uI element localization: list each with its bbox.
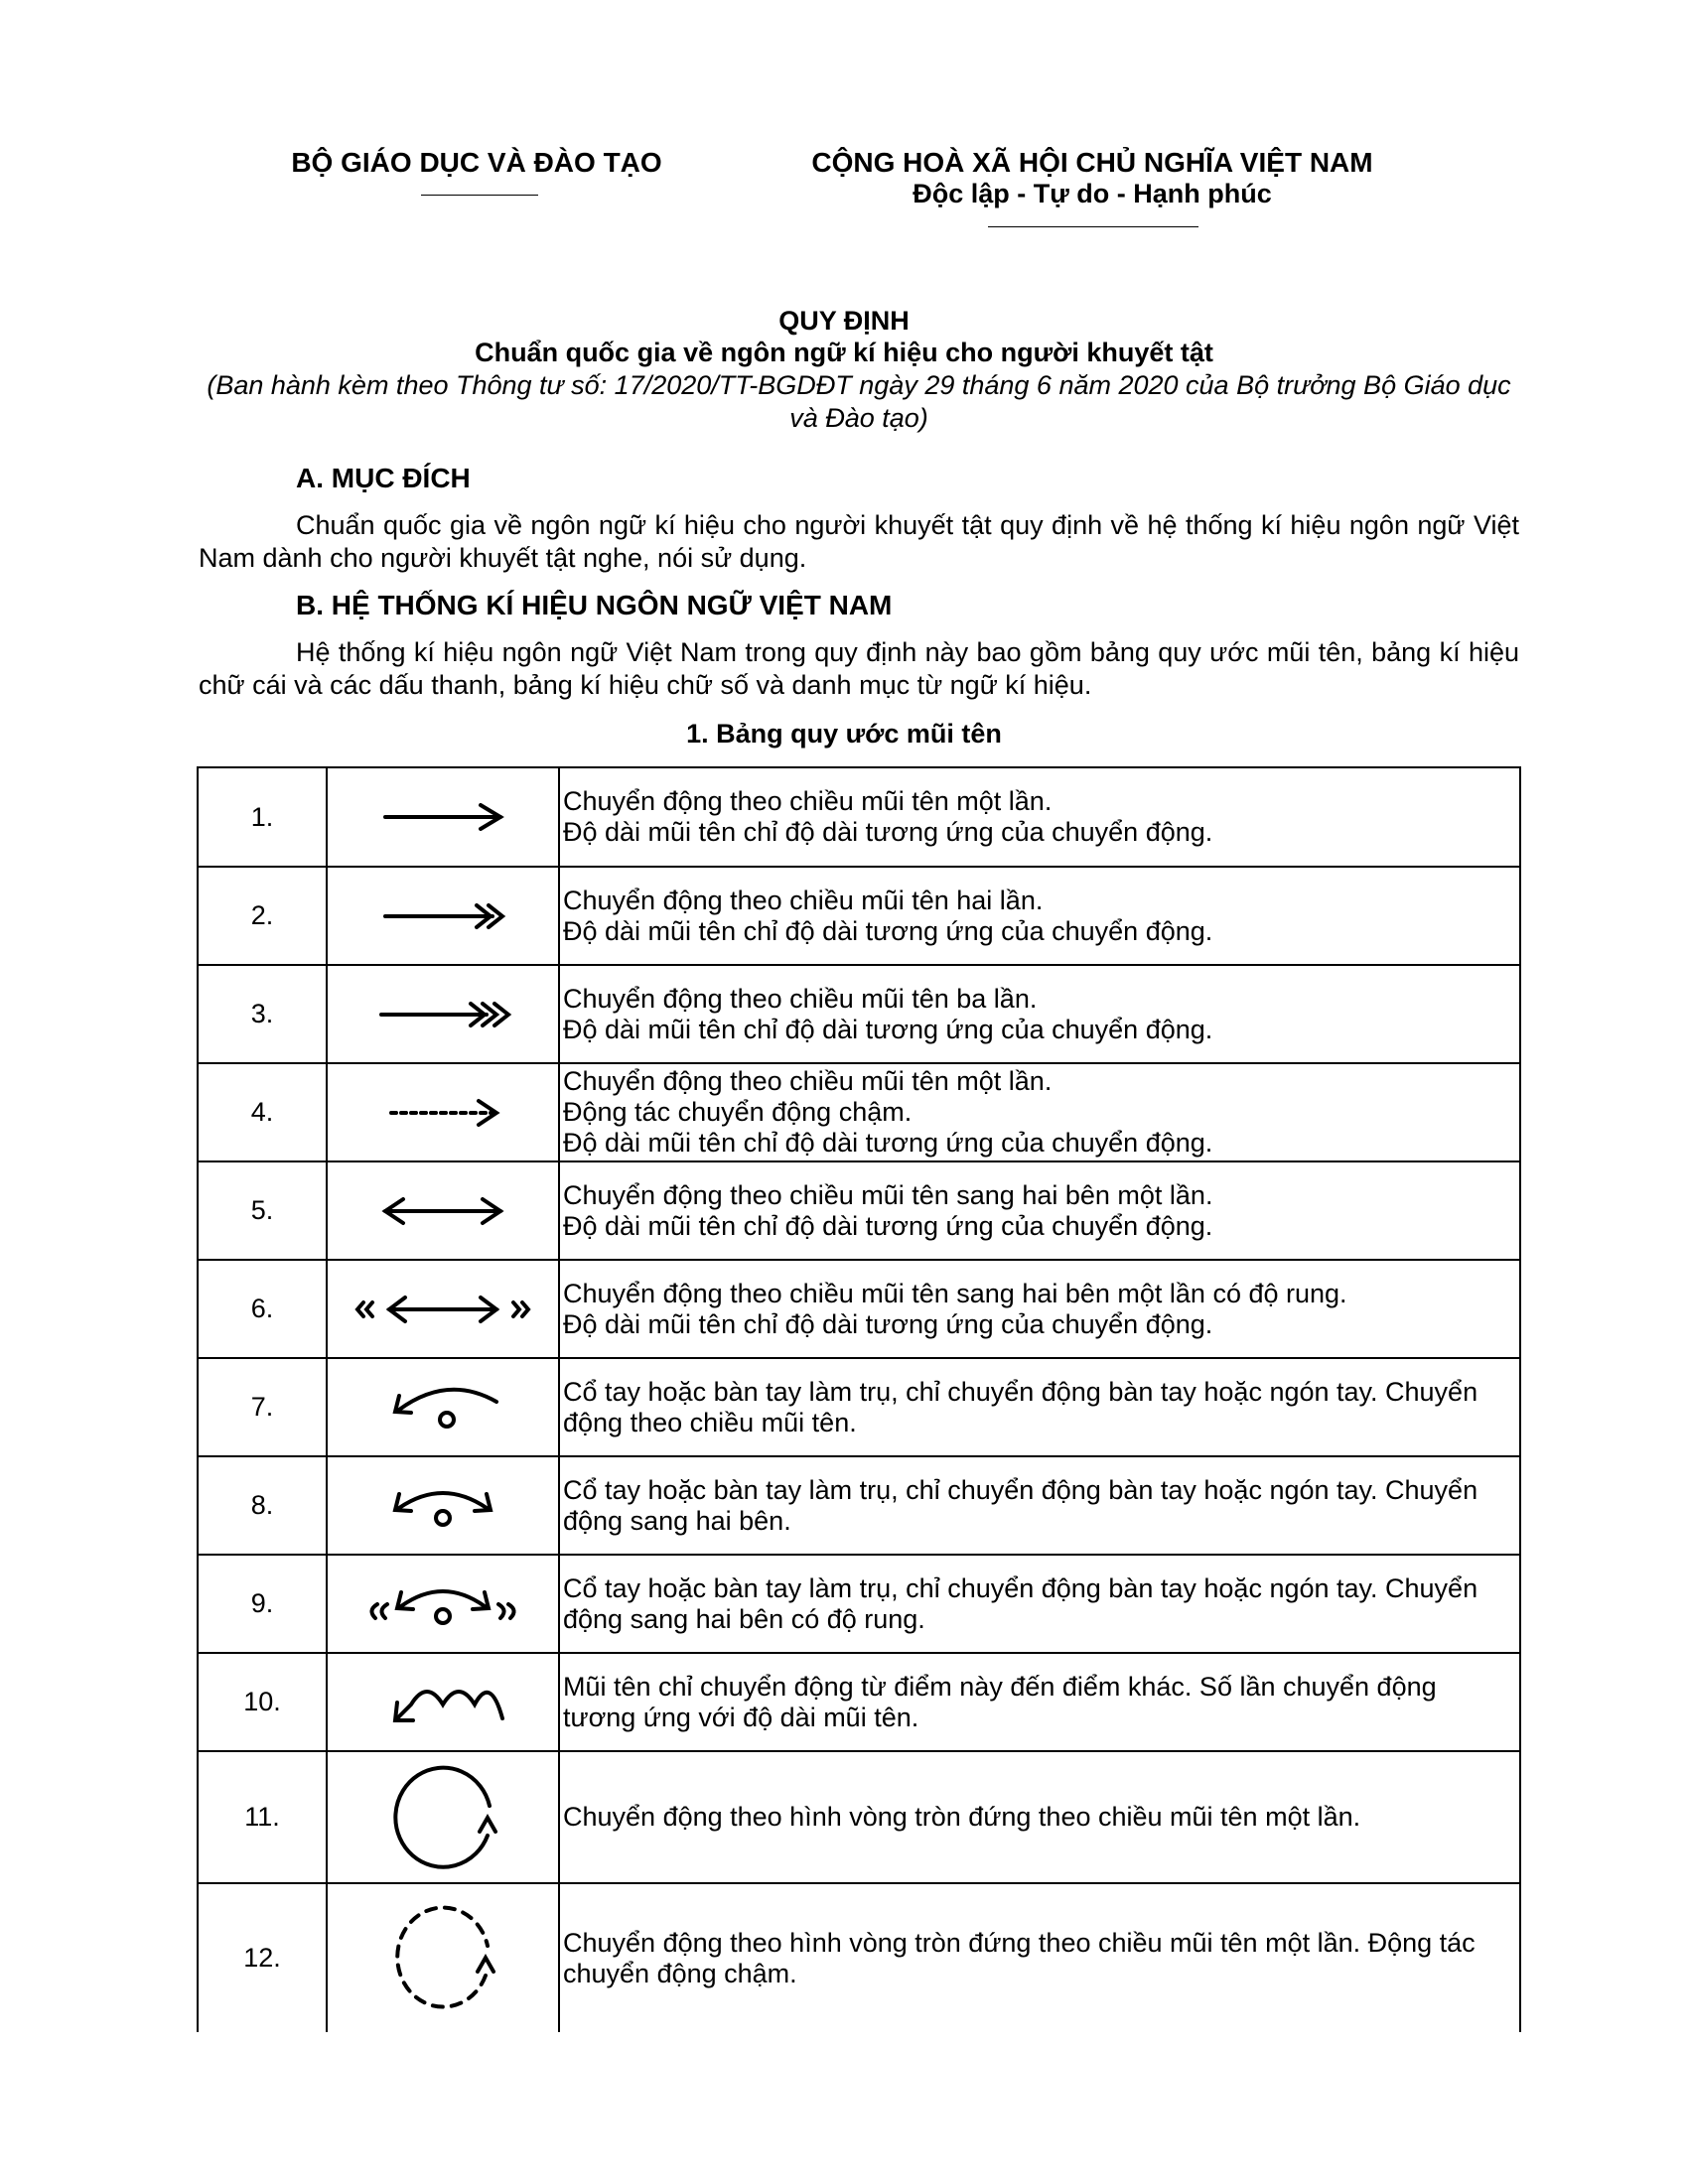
row-description [559, 1751, 1520, 1883]
description-line: Chuyển động theo chiều mũi tên một lần. [563, 786, 1053, 816]
row-symbol [327, 1260, 559, 1358]
motto-underline [988, 226, 1198, 227]
description-line: Độ dài mũi tên chỉ độ dài tương ứng của chuyển động. [563, 1210, 1213, 1241]
arrow-right-triple-icon [363, 995, 522, 1034]
row-number: 6. [198, 1260, 327, 1358]
arrow-right-double-icon [363, 896, 522, 936]
row-symbol [327, 1358, 559, 1456]
description-line: Độ dài mũi tên chỉ độ dài tương ứng của chuyển động. [563, 915, 1213, 946]
row-symbol [327, 1751, 559, 1883]
row-description [559, 867, 1520, 965]
row-symbol [327, 1161, 559, 1260]
description-line: Chuyển động theo hình vòng tròn đứng theo chiều mũi tên một lần. [563, 1802, 1361, 1832]
description-line: Chuyển động theo chiều mũi tên hai lần. [563, 885, 1044, 915]
issued-note: (Ban hành kèm theo Thông tư số: 17/2020/TT-BGDĐT ngày 29 tháng 6 năm 2020 của Bộ trưởng Bộ Giáo dục và Đào tạo) [207, 370, 1511, 433]
dashed-circle-arrow-icon [378, 1894, 507, 2023]
description-line: Chuyển động theo chiều mũi tên sang hai bên một lần có độ rung. [563, 1278, 1347, 1308]
table-row [198, 965, 1520, 1063]
motto: Độc lập - Tự do - Hạnh phúc [913, 179, 1272, 208]
circle-arrow-icon [378, 1756, 507, 1879]
description-line: Độ dài mũi tên chỉ độ dài tương ứng của chuyển động. [563, 1308, 1213, 1339]
section-a-heading: A. MỤC ĐÍCH [296, 463, 471, 493]
description-line: Độ dài mũi tên chỉ độ dài tương ứng của chuyển động. [563, 1014, 1213, 1044]
row-description [559, 1883, 1520, 2032]
row-number: 1. [198, 767, 327, 867]
description-line: Động tác chuyển động chậm. [563, 1097, 913, 1127]
ministry-underline [421, 195, 538, 196]
table-title: 1. Bảng quy ước mũi tên [686, 719, 1002, 749]
description-line: Cổ tay hoặc bàn tay làm trụ, chỉ chuyển động bàn tay hoặc ngón tay. Chuyển động theo chiều mũi tên. [563, 1376, 1478, 1437]
row-number: 2. [198, 867, 327, 965]
table-row [198, 1751, 1520, 1883]
arrow-convention-table [197, 766, 1521, 2032]
dashed-arrow-right-icon [363, 1093, 522, 1133]
table-row [198, 1653, 1520, 1751]
pivot-arc-both-icon [363, 1478, 522, 1534]
row-description [559, 767, 1520, 867]
row-symbol [327, 767, 559, 867]
row-description [559, 1653, 1520, 1751]
country-name: CỘNG HOÀ XÃ HỘI CHỦ NGHĨA VIỆT NAM [811, 147, 1373, 178]
table-row [198, 767, 1520, 867]
row-number: 8. [198, 1456, 327, 1555]
arrow-right-icon [363, 797, 522, 837]
description-line: Cổ tay hoặc bàn tay làm trụ, chỉ chuyển động bàn tay hoặc ngón tay. Chuyển động sang hai bên. [563, 1474, 1478, 1536]
row-description [559, 1358, 1520, 1456]
description-line: Độ dài mũi tên chỉ độ dài tương ứng của chuyển động. [563, 817, 1213, 847]
zigzag-arrow-icon [363, 1675, 522, 1730]
description-line: Chuyển động theo chiều mũi tên sang hai bên một lần. [563, 1179, 1213, 1210]
double-headed-arrow-icon [363, 1191, 522, 1231]
pivot-arc-left-icon [363, 1380, 522, 1435]
document-subtitle: Chuẩn quốc gia về ngôn ngữ kí hiệu cho người khuyết tật [475, 338, 1213, 367]
row-description [559, 1063, 1520, 1161]
description-line: Chuyển động theo chiều mũi tên ba lần. [563, 983, 1038, 1014]
description-line: Mũi tên chỉ chuyển động từ điểm này đến điểm khác. Số lần chuyển động tương ứng với độ dài mũi tên. [563, 1671, 1437, 1732]
row-description [559, 1555, 1520, 1653]
row-number: 7. [198, 1358, 327, 1456]
table-row [198, 1456, 1520, 1555]
table-row [198, 1555, 1520, 1653]
row-number: 4. [198, 1063, 327, 1161]
row-number: 11. [198, 1751, 327, 1883]
table-row [198, 1358, 1520, 1456]
document-title: QUY ĐỊNH [778, 306, 910, 336]
row-symbol [327, 867, 559, 965]
row-symbol [327, 1883, 559, 2032]
description-line: Cổ tay hoặc bàn tay làm trụ, chỉ chuyển động bàn tay hoặc ngón tay. Chuyển động sang hai bên có độ rung. [563, 1572, 1478, 1634]
description-line: Chuyển động theo chiều mũi tên một lần. [563, 1066, 1053, 1096]
description-line: Độ dài mũi tên chỉ độ dài tương ứng của chuyển động. [563, 1128, 1213, 1158]
row-number: 5. [198, 1161, 327, 1260]
row-description [559, 1161, 1520, 1260]
row-number: 3. [198, 965, 327, 1063]
row-symbol [327, 1063, 559, 1161]
section-a-paragraph: Chuẩn quốc gia về ngôn ngữ kí hiệu cho người khuyết tật quy định về hệ thống kí hiệu ngôn ngữ Việt Nam dành cho người khuyết tật nghe, nói sử dụng. [199, 510, 1519, 573]
table-row [198, 1063, 1520, 1161]
row-number: 12. [198, 1883, 327, 2032]
row-symbol [327, 1456, 559, 1555]
row-description [559, 965, 1520, 1063]
table-row [198, 867, 1520, 965]
description-line: Chuyển động theo hình vòng tròn đứng theo chiều mũi tên một lần. Động tác chuyển động chậm. [563, 1927, 1476, 1988]
row-description [559, 1260, 1520, 1358]
row-symbol [327, 1653, 559, 1751]
row-number: 9. [198, 1555, 327, 1653]
row-symbol [327, 1555, 559, 1653]
row-description [559, 1456, 1520, 1555]
vibrating-double-arrow-icon [344, 1290, 542, 1329]
pivot-arc-vibrate-icon [344, 1576, 542, 1632]
table-row [198, 1883, 1520, 2032]
section-b-heading: B. HỆ THỐNG KÍ HIỆU NGÔN NGỮ VIỆT NAM [296, 590, 893, 620]
ministry-name: BỘ GIÁO DỤC VÀ ĐÀO TẠO [291, 147, 662, 178]
table-row [198, 1161, 1520, 1260]
row-number: 10. [198, 1653, 327, 1751]
table-row [198, 1260, 1520, 1358]
section-b-paragraph: Hệ thống kí hiệu ngôn ngữ Việt Nam trong quy định này bao gồm bảng quy ước mũi tên, bảng kí hiệu chữ cái và các dấu thanh, bảng kí hiệu chữ số và danh mục từ ngữ kí hiệu. [199, 637, 1519, 700]
row-symbol [327, 965, 559, 1063]
